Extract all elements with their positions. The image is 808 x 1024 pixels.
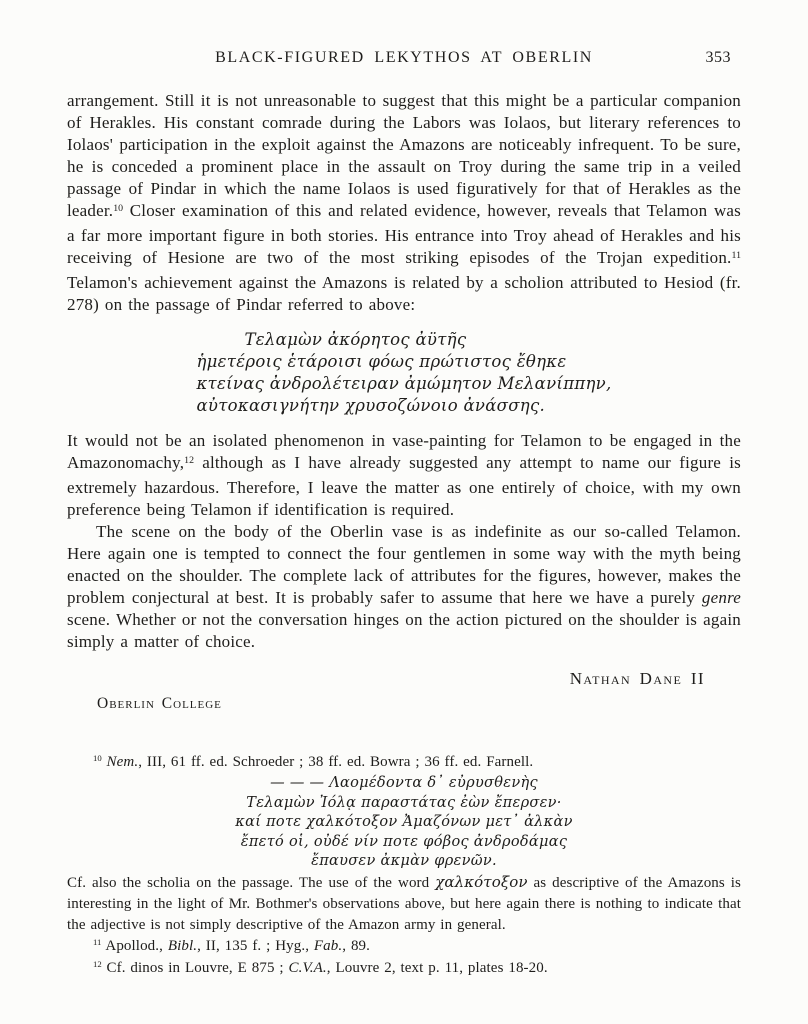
greek-quote-line-4: αὐτοκασιγνήτην χρυσοζώνοιο ἀνάσσης. [196,396,546,415]
footnote-verse-line-4: ἔπετό οἱ, οὐδέ νίν ποτε φόβος ἀνδροδάμας [240,833,568,850]
footnote-10: $^{10}$ Nem., III, 61 ff. ed. Schroeder ; 38 ff. ed. Bowra ; 36 ff. ed. Farnell. [93,753,534,770]
page-header [67,48,741,68]
running-title: BLACK-FIGURED LEKYTHOS AT OBERLIN [215,49,593,66]
footnote-verse-line-5: ἔπαυσεν ἀκμὰν φρενῶν. [311,853,497,869]
greek-quote-line-3: κτείνας ἀνδρολέτειραν ἀμώμητον Μελανίππην, [196,374,612,393]
author-signature: Nathan Dane II [569,669,705,688]
greek-quote-line-2: ἡμετέροις ἑτάροισι φόως πρώτιστος ἔθηκε [196,352,567,371]
footnotes-section [67,752,741,980]
paragraph-3: The scene on the body of the Oberlin vase is as indefinite as our so-called Telamon. Here again one is tempted to connect the four gentlemen in some way with the myth being enacted on the shoulder. The complete lack of attributes for the figures, however, makes the problem conjectural at best. It is probably safer to assume that here we have a purely genre scene. Whether or not the conversation hinges on the action pictured on the shoulder is again simply a matter of choice. [67,522,741,651]
paragraph-2: It would not be an isolated phenomenon in vase-painting for Telamon to be engaged in the Amazonomachy,$^{12}$ although as I have already suggested any attempt to name our figure is extremely hazardous. Therefore, I leave the matter as one entirely of choice, with my own preference being Telamon if identification is required. [67,431,741,519]
greek-quotation-block [196,329,611,417]
paragraph-1: arrangement. Still it is not unreasonable to suggest that this might be a particular companion of Herakles. His constant comrade during the Labors was Iolaos, but literary references to Iolaos' participation in the exploit against the Amazons are noticeably infrequent. To be sure, he is conceded a prominent place in the assault on Troy during the same trip in a veiled passage of Pindar in which the name Iolaos is used figuratively for that of Herakles as the leader.$^{10}$ Closer examination of this and related evidence, however, reveals that Telamon was a far more important figure in both stories. His entrance into Troy ahead of Herakles and his receiving of Hesione are two of the most striking episodes of the Trojan expedition.$^{11}$ Telamon's achievement against the Amazons is related by a scholion attributed to Hesiod (fr. 278) on the passage of Pindar referred to above: [67,91,741,314]
footnote-11: $^{11}$ Apollod., Bibl., II, 135 f. ; Hyg., Fab., 89. [93,936,370,954]
footnote-verse-line-3: καί ποτε χαλκότοξον Ἀμαζόνων μετ᾽ ἀλκὰν [235,814,573,830]
footnote-12: $^{12}$ Cf. dinos in Louvre, E 875 ; C.V.A., Louvre 2, text p. 11, plates 18-20. [93,958,548,976]
author-affiliation: Oberlin College [97,695,222,712]
greek-quote-line-1: Τελαμὼν ἀκόρητος ἀϋτῆς [244,330,467,349]
page-number: 353 [705,49,731,66]
footnote-verse-line-2: Τελαμὼν Ἰόλᾳ παραστάτας ἐὼν ἔπερσεν· [246,794,562,811]
footnote-10-greek-verse [67,774,741,872]
footnote-verse-line-1: — — — Λαομέδοντα δ᾽ εὐρυσθενὴς [270,775,538,791]
footnote-10-continuation: Cf. also the scholia on the passage. The use of the word χαλκότοξον as descriptive of the Amazons is interesting in the light of Mr. Bothmer's observations above, but here again there is nothing to indicate that the adjective is not simply descriptive of the Amazon army in general. [67,872,741,933]
